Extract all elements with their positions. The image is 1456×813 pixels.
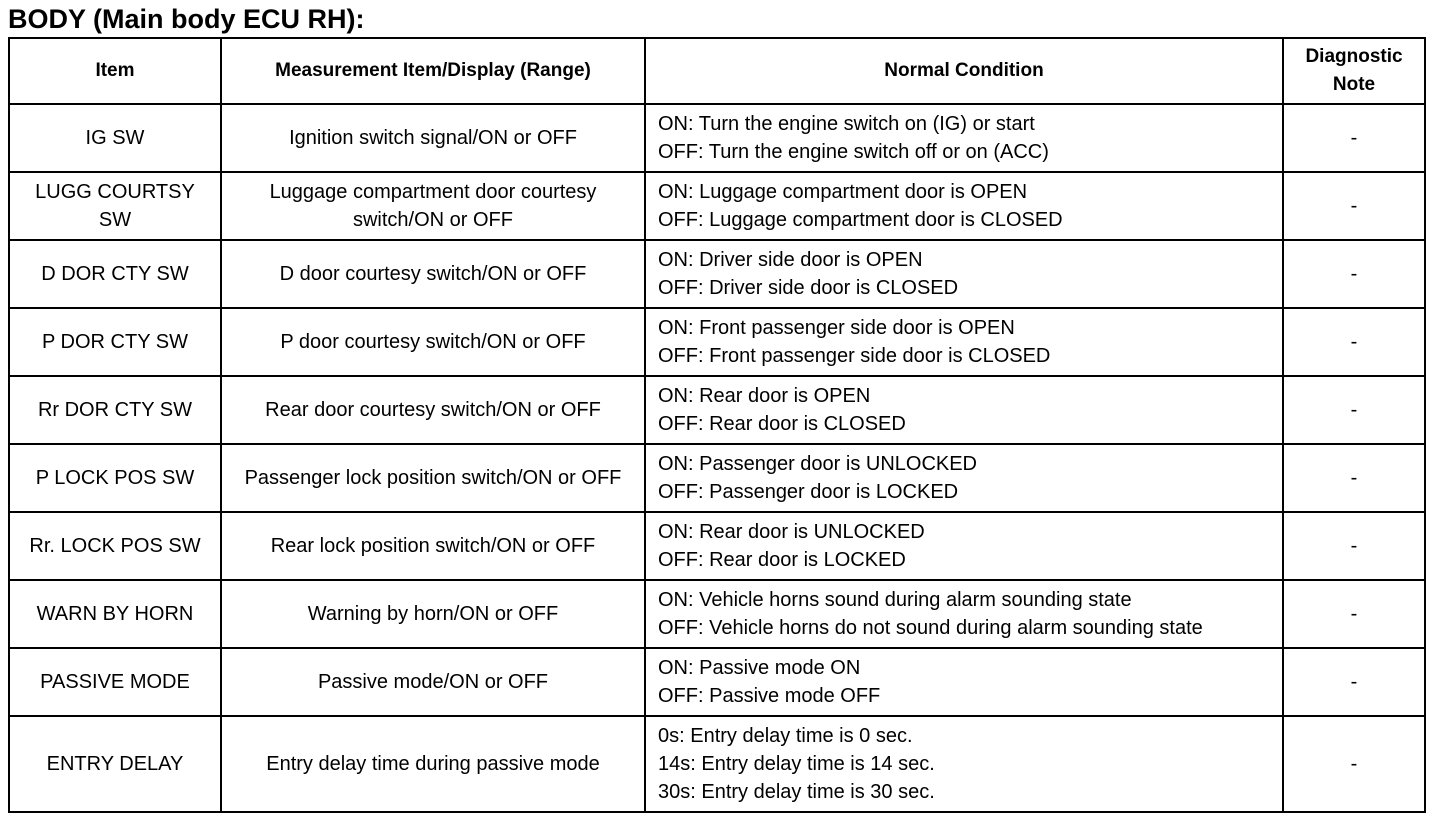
condition-line: ON: Rear door is UNLOCKED <box>658 521 925 543</box>
measurement-cell: Entry delay time during passive mode <box>221 716 645 812</box>
data-monitor-table <box>8 37 1426 813</box>
normal-condition-cell <box>645 376 1283 444</box>
measurement-cell: D door courtesy switch/ON or OFF <box>221 240 645 308</box>
condition-line: OFF: Turn the engine switch off or on (ACC) <box>658 141 1049 163</box>
item-cell: D DOR CTY SW <box>9 240 221 308</box>
item-cell: LUGG COURTSY SW <box>9 172 221 240</box>
item-cell: PASSIVE MODE <box>9 648 221 716</box>
measurement-cell: Passive mode/ON or OFF <box>221 648 645 716</box>
condition-line: OFF: Luggage compartment door is CLOSED <box>658 209 1063 231</box>
measurement-cell: Rear door courtesy switch/ON or OFF <box>221 376 645 444</box>
condition-line: ON: Passive mode ON <box>658 657 861 679</box>
diagnostic-note-cell: - <box>1283 172 1425 240</box>
diagnostic-note-cell: - <box>1283 444 1425 512</box>
condition-line: OFF: Rear door is CLOSED <box>658 413 906 435</box>
table-header-row <box>9 38 1425 104</box>
diagnostic-note-cell: - <box>1283 512 1425 580</box>
measurement-cell: Warning by horn/ON or OFF <box>221 580 645 648</box>
table-row <box>9 512 1425 580</box>
condition-line: 30s: Entry delay time is 30 sec. <box>658 781 935 803</box>
condition-line: OFF: Vehicle horns do not sound during alarm sounding state <box>658 617 1203 639</box>
diagnostic-note-cell: - <box>1283 716 1425 812</box>
diagnostic-note-cell: - <box>1283 580 1425 648</box>
diagnostic-note-cell: - <box>1283 376 1425 444</box>
table-row <box>9 580 1425 648</box>
condition-line: OFF: Front passenger side door is CLOSED <box>658 345 1051 367</box>
condition-line: ON: Driver side door is OPEN <box>658 249 923 271</box>
item-cell: WARN BY HORN <box>9 580 221 648</box>
header-diagnostic-note: Diagnostic Note <box>1283 38 1425 104</box>
measurement-cell: Luggage compartment door courtesy switch/ON or OFF <box>221 172 645 240</box>
page-title: BODY (Main body ECU RH): <box>8 4 365 34</box>
measurement-cell: Passenger lock position switch/ON or OFF <box>221 444 645 512</box>
normal-condition-cell <box>645 240 1283 308</box>
table-row <box>9 716 1425 812</box>
header-normal-condition: Normal Condition <box>645 38 1283 104</box>
item-cell: P LOCK POS SW <box>9 444 221 512</box>
normal-condition-cell <box>645 172 1283 240</box>
condition-line: OFF: Rear door is LOCKED <box>658 549 906 571</box>
table-row <box>9 376 1425 444</box>
normal-condition-cell <box>645 308 1283 376</box>
condition-line: ON: Rear door is OPEN <box>658 385 871 407</box>
condition-line: ON: Passenger door is UNLOCKED <box>658 453 978 475</box>
condition-line: 0s: Entry delay time is 0 sec. <box>658 725 913 747</box>
item-cell: ENTRY DELAY <box>9 716 221 812</box>
header-measurement: Measurement Item/Display (Range) <box>221 38 645 104</box>
condition-line: ON: Front passenger side door is OPEN <box>658 317 1015 339</box>
normal-condition-cell <box>645 716 1283 812</box>
table-row <box>9 104 1425 172</box>
table-row <box>9 648 1425 716</box>
diagnostic-note-cell: - <box>1283 308 1425 376</box>
header-item: Item <box>9 38 221 104</box>
table-row <box>9 308 1425 376</box>
condition-line: OFF: Passive mode OFF <box>658 685 881 707</box>
table-row <box>9 444 1425 512</box>
measurement-cell: P door courtesy switch/ON or OFF <box>221 308 645 376</box>
condition-line: ON: Luggage compartment door is OPEN <box>658 181 1028 203</box>
diagnostic-note-cell: - <box>1283 104 1425 172</box>
diagnostic-note-cell: - <box>1283 648 1425 716</box>
normal-condition-cell <box>645 648 1283 716</box>
condition-line: OFF: Passenger door is LOCKED <box>658 481 959 503</box>
normal-condition-cell <box>645 512 1283 580</box>
condition-line: 14s: Entry delay time is 14 sec. <box>658 753 935 775</box>
table-row <box>9 240 1425 308</box>
normal-condition-cell <box>645 580 1283 648</box>
item-cell: Rr. LOCK POS SW <box>9 512 221 580</box>
item-cell: IG SW <box>9 104 221 172</box>
normal-condition-cell <box>645 104 1283 172</box>
condition-line: OFF: Driver side door is CLOSED <box>658 277 959 299</box>
diagnostic-note-cell: - <box>1283 240 1425 308</box>
item-cell: P DOR CTY SW <box>9 308 221 376</box>
normal-condition-cell <box>645 444 1283 512</box>
measurement-cell: Rear lock position switch/ON or OFF <box>221 512 645 580</box>
item-cell: Rr DOR CTY SW <box>9 376 221 444</box>
measurement-cell: Ignition switch signal/ON or OFF <box>221 104 645 172</box>
condition-line: ON: Vehicle horns sound during alarm sounding state <box>658 589 1132 611</box>
table-row <box>9 172 1425 240</box>
condition-line: ON: Turn the engine switch on (IG) or start <box>658 113 1035 135</box>
